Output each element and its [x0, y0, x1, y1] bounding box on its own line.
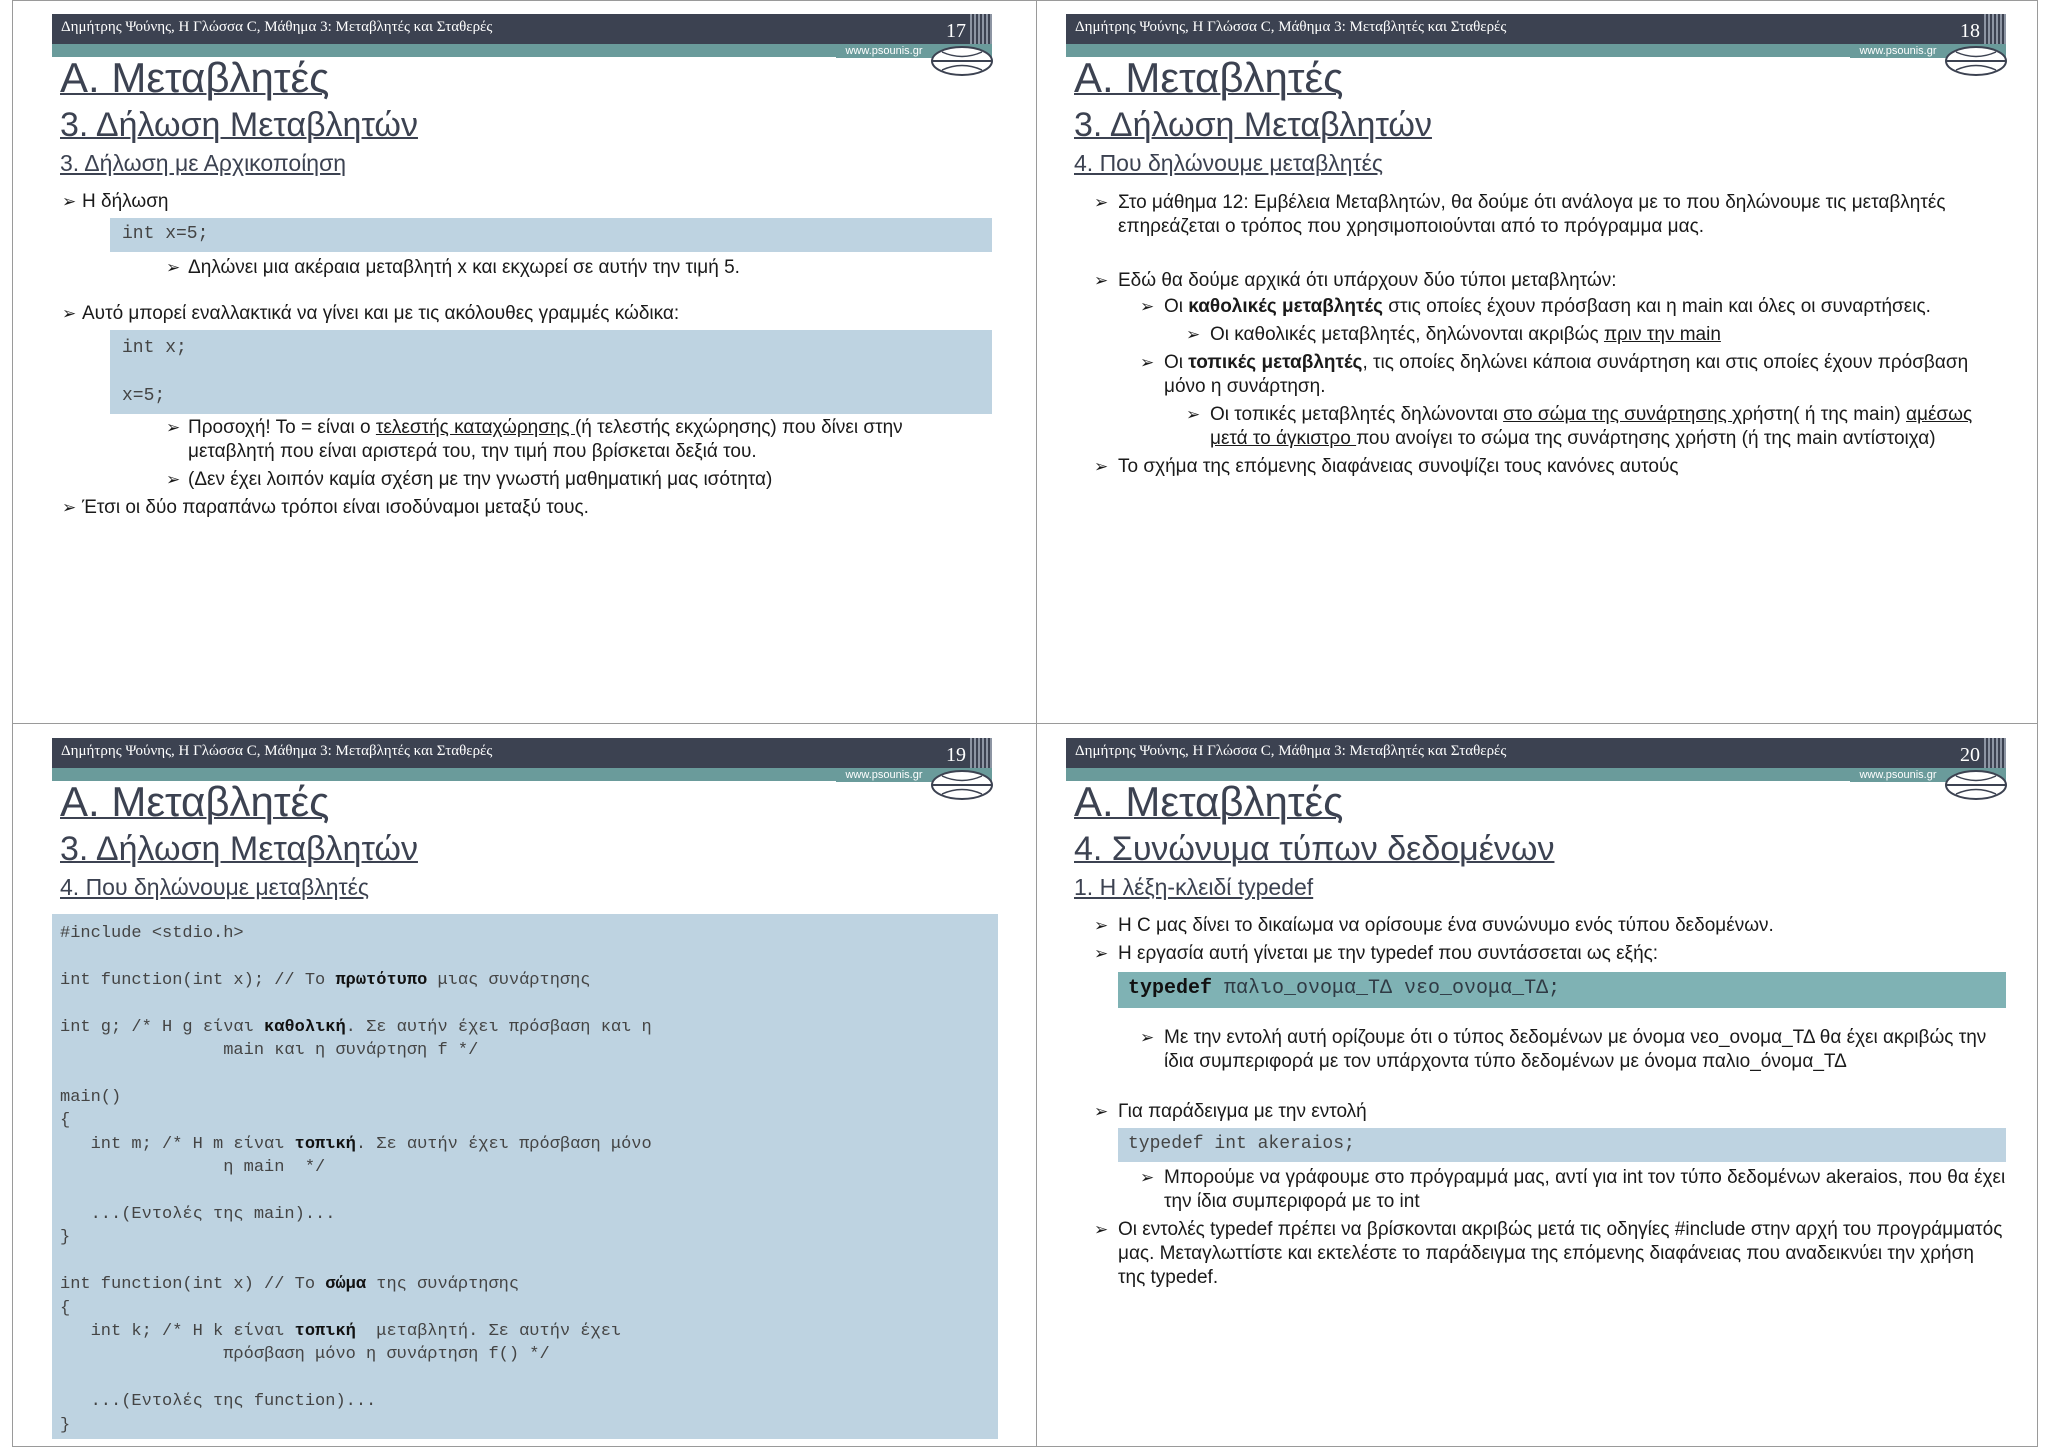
arrowhead-bullet-icon: ➢: [1140, 1028, 1155, 1047]
arrowhead-bullet-icon: ➢: [1140, 1168, 1155, 1187]
website-label: www.psounis.gr: [836, 44, 932, 58]
bullet-text: Οι: [1164, 352, 1189, 373]
arrowhead-bullet-icon: ➢: [1094, 1220, 1109, 1239]
code-line: {: [60, 1298, 71, 1318]
arrowhead-bullet-icon: ➢: [166, 258, 181, 277]
arrowhead-bullet-icon: ➢: [1094, 916, 1109, 935]
arrowhead-bullet-icon: ➢: [1094, 1102, 1109, 1121]
code-block: int x; x=5;: [110, 330, 992, 414]
underlined-term: τελεστής καταχώρησης: [375, 417, 575, 438]
slide-section: 1. Η λέξη-κλειδί typedef: [1074, 874, 1314, 900]
website-label: www.psounis.gr: [1850, 44, 1946, 58]
code-line: {: [60, 1111, 71, 1131]
bullet-text: Εδώ θα δούμε αρχικά ότι υπάρχουν δύο τύποι μεταβλητών:: [1118, 270, 1617, 291]
bullet-text: Το σχήμα της επόμενης διαφάνειας συνοψίζει τους κανόνες αυτούς: [1118, 456, 1679, 477]
slide-title: Α. Μεταβλητές: [60, 54, 330, 101]
code-line: int g; /* Η g είναι: [60, 1017, 265, 1037]
slide-number: 20: [1960, 744, 1980, 766]
code-line: main και η συνάρτηση f */: [60, 1041, 479, 1061]
code-block: typedef int akeraios;: [1118, 1128, 2006, 1162]
slide-number: 17: [946, 20, 966, 42]
bullet-text: Η C μας δίνει το δικαίωμα να ορίσουμε ένα συνώνυμο ενός τύπου δεδομένων.: [1118, 915, 1774, 936]
bullet-text: (Δεν έχει λοιπόν καμία σχέση με την γνωστή μαθηματική μας ισότητα): [188, 469, 773, 490]
course-title: Δημήτρης Ψούνης, Η Γλώσσα C, Μάθημα 3: Μεταβλητές και Σταθερές: [1075, 19, 1507, 35]
arrowhead-bullet-icon: ➢: [1140, 353, 1155, 372]
code-bold-term: τοπική: [294, 1321, 356, 1341]
code-line: #include <stdio.h>: [60, 924, 244, 943]
slide-subtitle: 3. Δήλωση Μεταβλητών: [60, 106, 418, 144]
website-label: www.psounis.gr: [836, 768, 932, 782]
slide-handout-page: [12, 0, 2038, 1447]
bullet-text: Οι τοπικές μεταβλητές δηλώνονται: [1210, 404, 1504, 425]
arrowhead-bullet-icon: ➢: [1094, 457, 1109, 476]
arrowhead-bullet-icon: ➢: [166, 470, 181, 489]
code-bold-term: πρωτότυπο: [335, 970, 428, 990]
slide-title: Α. Μεταβλητές: [60, 778, 330, 825]
bullet-text: χρήστη( ή της main): [1732, 404, 1907, 425]
course-title: Δημήτρης Ψούνης, Η Γλώσσα C, Μάθημα 3: Μεταβλητές και Σταθερές: [1075, 743, 1507, 759]
code-line: πρόσβαση μόνο η συνάρτηση f() */: [60, 1345, 550, 1365]
arrowhead-bullet-icon: ➢: [1186, 405, 1201, 424]
code-line: main(): [60, 1087, 122, 1107]
underlined-term: αμέσως μετά το άγκιστρο: [1210, 404, 1973, 449]
bullet-text: Προσοχή! Το = είναι ο: [188, 417, 376, 438]
code-line: μεταβλητή. Σε αυτήν έχει: [355, 1321, 622, 1341]
bullet-text: Έτσι οι δύο παραπάνω τρόποι είναι ισοδύναμοι μεταξύ τους.: [82, 497, 589, 518]
underlined-term: πριν την main: [1603, 324, 1721, 345]
course-title: Δημήτρης Ψούνης, Η Γλώσσα C, Μάθημα 3: Μεταβλητές και Σταθερές: [61, 743, 493, 759]
slide-number: 19: [946, 744, 966, 766]
code-bold-term: τοπική: [294, 1134, 356, 1154]
arrowhead-bullet-icon: ➢: [1186, 325, 1201, 344]
code-line: μιας συνάρτησης: [427, 970, 591, 990]
code-line: int k; /* Η k είναι: [60, 1321, 295, 1341]
bullet-text: (ή τελεστής εκχώρησης) που δίνει στην μεταβλητή που είναι αριστερά του, την τιμή που βρίσκεται δεξιά του.: [188, 417, 903, 462]
slide-subtitle: 3. Δήλωση Μεταβλητών: [1074, 106, 1432, 144]
arrowhead-bullet-icon: ➢: [1140, 297, 1155, 316]
arrowhead-bullet-icon: ➢: [62, 498, 77, 517]
code-line: }: [60, 1228, 71, 1248]
code-line: . Σε αυτήν έχει πρόσβαση μόνο: [355, 1134, 652, 1154]
code-line: ...(Εντολές της main)...: [60, 1204, 336, 1224]
arrowhead-bullet-icon: ➢: [1094, 271, 1109, 290]
code-block: int x=5;: [110, 218, 992, 252]
bullet-text: Οι εντολές typedef πρέπει να βρίσκονται ακριβώς μετά τις οδηγίες #include στην αρχή του προγράμματός μας. Μεταγλωττίστε και εκτελέστε το παράδειγμα της επόμενης διαφάνειας που αναδεικνύει την χρήση της typedef.: [1118, 1219, 2003, 1288]
slide-number: 18: [1960, 20, 1980, 42]
code-line: η main */: [60, 1158, 326, 1178]
bold-term: τοπικές μεταβλητές: [1188, 352, 1363, 373]
slide-subtitle: 3. Δήλωση Μεταβλητών: [60, 830, 418, 868]
code-line: παλιο_ονομα_ΤΔ νεο_ονομα_ΤΔ;: [1212, 977, 1561, 1000]
bullet-text: Η δήλωση: [82, 191, 169, 212]
bullet-text: Για παράδειγμα με την εντολή: [1118, 1101, 1367, 1122]
course-title: Δημήτρης Ψούνης, Η Γλώσσα C, Μάθημα 3: Μεταβλητές και Σταθερές: [61, 19, 493, 35]
code-keyword: typedef: [1128, 977, 1213, 1000]
code-line: int function(int x) // Το: [60, 1275, 326, 1295]
code-line: int function(int x); // Το: [60, 970, 336, 990]
slide-section: 4. Που δηλώνουμε μεταβλητές: [60, 874, 369, 900]
bullet-text: Οι καθολικές μεταβλητές, δηλώνονται ακριβώς: [1210, 324, 1604, 345]
bullet-text: Η εργασία αυτή γίνεται με την typedef που συντάσσεται ως εξής:: [1118, 943, 1659, 964]
bold-term: καθολικές μεταβλητές: [1188, 296, 1383, 317]
code-line: int m; /* Η m είναι: [60, 1134, 295, 1154]
bullet-text: Με την εντολή αυτή ορίζουμε ότι ο τύπος δεδομένων με όνομα νεο_ονομα_ΤΔ θα έχει ακριβώς την ίδια συμπεριφορά με τον υπάρχοντα τύπο δεδομένων με όνομα παλιο_όνομα_ΤΔ: [1164, 1027, 1987, 1072]
bullet-text: στις οποίες έχουν πρόσβαση και η main και όλες οι συναρτήσεις.: [1382, 296, 1931, 317]
bullet-text: Οι: [1164, 296, 1189, 317]
bullet-text: Μπορούμε να γράφουμε στο πρόγραμμά μας, αντί για int τον τύπο δεδομένων akeraios, που θα έχει την ίδια συμπεριφορά με το int: [1164, 1167, 2006, 1212]
slide-subtitle: 4. Συνώνυμα τύπων δεδομένων: [1074, 830, 1555, 868]
code-bold-term: σώμα: [325, 1275, 367, 1295]
code-line: της συνάρτησης: [366, 1275, 520, 1295]
website-label: www.psounis.gr: [1850, 768, 1946, 782]
bullet-text: που ανοίγει το σώμα της συνάρτησης χρήστη (ή της main αντίστοιχα): [1356, 428, 1936, 449]
bullet-text: Στο μάθημα 12: Εμβέλεια Μεταβλητών, θα δούμε ότι ανάλογα με το που δηλώνουμε τις μεταβλητές επηρεάζεται ο τρόπος που χρησιμοποιούνται από το πρόγραμμα μας.: [1118, 192, 1946, 237]
arrowhead-bullet-icon: ➢: [166, 418, 181, 437]
slide-section: 3. Δήλωση με Αρχικοποίηση: [60, 150, 347, 176]
arrowhead-bullet-icon: ➢: [1094, 944, 1109, 963]
slide-section: 4. Που δηλώνουμε μεταβλητές: [1074, 150, 1383, 176]
bullet-text: Αυτό μπορεί εναλλακτικά να γίνει και με τις ακόλουθες γραμμές κώδικα:: [82, 303, 680, 324]
slide-title: Α. Μεταβλητές: [1074, 778, 1344, 825]
arrowhead-bullet-icon: ➢: [1094, 193, 1109, 212]
code-line: . Σε αυτήν έχει πρόσβαση και η: [345, 1017, 652, 1037]
bullet-text: , τις οποίες δηλώνει κάποια συνάρτηση και στις οποίες έχουν πρόσβαση μόνο η συνάρτηση.: [1164, 352, 1969, 397]
underlined-term: στο σώμα της συνάρτησης: [1503, 404, 1733, 425]
bullet-text: Δηλώνει μια ακέραια μεταβλητή x και εκχωρεί σε αυτήν την τιμή 5.: [188, 257, 740, 278]
slide-title: Α. Μεταβλητές: [1074, 54, 1344, 101]
code-line: }: [60, 1415, 71, 1435]
arrowhead-bullet-icon: ➢: [62, 192, 77, 211]
arrowhead-bullet-icon: ➢: [62, 304, 77, 323]
horizontal-divider: [12, 723, 2038, 724]
code-line: ...(Εντολές της function)...: [60, 1392, 377, 1412]
code-bold-term: καθολική: [264, 1017, 346, 1037]
